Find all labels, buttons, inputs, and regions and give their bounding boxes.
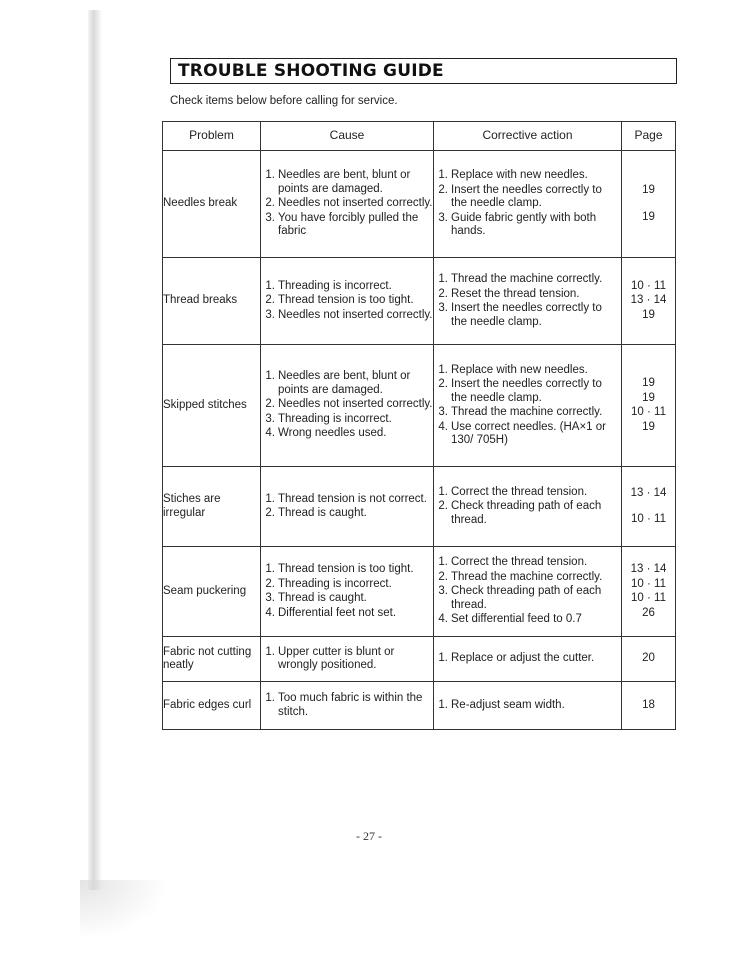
cause-cell [261, 345, 434, 467]
problem-cell: Stiches are irregular [163, 467, 261, 547]
item-text: Needles not inserted correctly. [278, 308, 433, 321]
item-number: 2. [265, 197, 275, 210]
action-item [434, 556, 621, 570]
header-action: Corrective action [434, 122, 622, 151]
page-cell [622, 682, 676, 730]
header-cause: Cause [261, 122, 434, 151]
action-item [434, 169, 621, 183]
item-text: You have forcibly pulled the fabric [278, 211, 419, 238]
item-number: 2. [438, 287, 448, 300]
page-ref: 13 · 14 [630, 294, 667, 307]
action-item [434, 288, 621, 302]
page-ref: 26 [642, 606, 655, 619]
cause-cell [261, 637, 434, 682]
problem-cell: Skipped stitches [163, 345, 261, 467]
item-text: Replace or adjust the cutter. [451, 652, 595, 665]
item-text: Check threading path of each thread. [451, 500, 602, 526]
item-number: 1. [438, 556, 448, 569]
action-item [434, 273, 621, 287]
item-text: Needles not inserted correctly. [278, 197, 433, 210]
item-text: Thread tension is not correct. [278, 492, 427, 505]
item-number: 3. [265, 308, 275, 321]
table-row [163, 682, 676, 730]
item-text: Correct the thread tension. [451, 485, 588, 498]
table-row [163, 467, 676, 547]
cause-cell [261, 467, 434, 547]
item-text: Threading is incorrect. [278, 577, 392, 590]
action-item [434, 500, 621, 527]
item-text: Thread tension is too tight. [278, 563, 414, 575]
cause-item [261, 692, 433, 719]
page-title: TROUBLE SHOOTING GUIDE [178, 61, 444, 81]
item-text: Correct the thread tension. [451, 556, 588, 569]
item-number: 2. [438, 570, 448, 583]
item-number: 4. [438, 420, 448, 433]
page-ref: 19 [642, 377, 655, 389]
page-ref: 18 [642, 698, 655, 711]
cause-item [261, 646, 433, 673]
item-number: 2. [265, 507, 275, 519]
item-number: 3. [438, 585, 448, 598]
cause-item [261, 169, 433, 196]
action-item [434, 364, 621, 378]
page-subtitle: Check items below before calling for service. [170, 95, 398, 107]
page-cell [622, 258, 676, 345]
page-cell [622, 467, 676, 547]
problem-cell: Thread breaks [163, 258, 261, 345]
cause-item [261, 197, 433, 211]
page-cell [622, 151, 676, 258]
item-text: Thread is caught. [278, 507, 367, 519]
page-ref: 10 · 11 [631, 592, 666, 604]
item-text: Insert the needles correctly to the needle clamp. [451, 378, 602, 404]
item-number: 1. [438, 273, 448, 285]
item-number: 3. [438, 302, 448, 314]
page-ref: 10 · 11 [631, 406, 666, 418]
item-text: Thread the machine correctly. [451, 570, 603, 583]
page-cell [622, 637, 676, 682]
item-number: 2. [438, 378, 448, 390]
action-cell [434, 467, 622, 547]
cause-item [261, 578, 433, 592]
item-number: 1. [265, 492, 275, 505]
item-number: 4. [265, 427, 275, 440]
troubleshooting-table [162, 121, 676, 730]
item-text: Thread the machine correctly. [451, 273, 603, 285]
header-page: Page [622, 122, 676, 151]
page-ref: 20 [642, 652, 655, 665]
item-number: 3. [265, 592, 275, 604]
item-number: 1. [265, 169, 275, 182]
action-item [434, 378, 621, 405]
cause-item [261, 280, 433, 294]
cause-item [261, 294, 433, 308]
title-box [170, 58, 677, 84]
cause-item [261, 413, 433, 427]
item-text: Replace with new needles. [451, 169, 588, 182]
page-ref: 19 [642, 308, 655, 321]
action-item [434, 585, 621, 612]
scan-corner-shadow [80, 880, 170, 940]
action-item [434, 486, 621, 500]
item-text: Differential feet not set. [278, 606, 397, 619]
cause-cell [261, 151, 434, 258]
item-text: Insert the needles correctly to the needle clamp. [451, 302, 602, 328]
action-item [434, 613, 621, 627]
action-cell [434, 547, 622, 637]
action-item [434, 571, 621, 585]
page-ref: 19 [642, 210, 655, 223]
item-text: Guide fabric gently with both hands. [451, 211, 597, 238]
table-row [163, 547, 676, 637]
table-header-row [163, 122, 676, 151]
item-number: 2. [265, 398, 275, 411]
cause-item [261, 398, 433, 412]
item-text: Reset the thread tension. [451, 287, 580, 300]
problem-cell: Fabric edges curl [163, 682, 261, 730]
cause-item [261, 607, 433, 621]
item-text: Thread the machine correctly. [451, 406, 603, 418]
table-row [163, 637, 676, 682]
header-problem: Problem [163, 122, 261, 151]
cause-item [261, 427, 433, 441]
item-number: 1. [438, 698, 448, 711]
item-text: Wrong needles used. [278, 427, 387, 440]
action-cell [434, 151, 622, 258]
page-ref: 10 · 11 [631, 279, 666, 292]
item-number: 3. [265, 211, 275, 224]
cause-cell [261, 258, 434, 345]
item-number: 3. [438, 211, 448, 224]
cause-cell [261, 682, 434, 730]
page-ref: 19 [642, 420, 655, 433]
page-ref: 13 · 14 [630, 486, 667, 499]
problem-cell: Needles break [163, 151, 261, 258]
item-text: Needles are bent, blunt or points are damaged. [278, 370, 411, 396]
cause-item [261, 592, 433, 606]
item-number: 3. [438, 406, 448, 418]
action-cell [434, 637, 622, 682]
action-cell [434, 682, 622, 730]
item-number: 1. [438, 363, 448, 376]
item-number: 1. [438, 169, 448, 182]
item-text: Insert the needles correctly to the needle clamp. [451, 183, 602, 210]
item-text: Needles not inserted correctly. [278, 398, 433, 411]
cause-item [261, 493, 433, 507]
item-number: 4. [265, 606, 275, 619]
item-number: 1. [265, 692, 275, 704]
action-item [434, 184, 621, 211]
table-body [163, 151, 676, 730]
cause-item [261, 212, 433, 239]
problem-cell: Fabric not cutting neatly [163, 637, 261, 682]
item-number: 1. [438, 485, 448, 498]
item-text: Check threading path of each thread. [451, 585, 602, 611]
action-item [434, 652, 621, 666]
action-item [434, 699, 621, 713]
page-ref: 10 · 11 [631, 513, 666, 525]
cause-item [261, 563, 433, 577]
cause-cell [261, 547, 434, 637]
item-number: 1. [438, 652, 448, 665]
action-item [434, 302, 621, 329]
page-cell [622, 345, 676, 467]
cause-item [261, 507, 433, 521]
cause-item [261, 370, 433, 397]
item-number: 1. [265, 645, 275, 658]
item-number: 1. [265, 563, 275, 575]
item-text: Needles are bent, blunt or points are damaged. [278, 169, 411, 195]
item-text: Upper cutter is blunt or wrongly positioned. [278, 645, 395, 671]
page-ref: 13 · 14 [630, 563, 667, 575]
item-number: 2. [265, 294, 275, 307]
cause-item [261, 309, 433, 323]
item-text: Threading is incorrect. [278, 279, 392, 292]
action-item [434, 421, 621, 448]
item-number: 3. [265, 412, 275, 425]
problem-cell: Seam puckering [163, 547, 261, 637]
page-ref: 10 · 11 [631, 577, 666, 590]
item-number: 4. [438, 613, 448, 626]
item-text: Thread is caught. [278, 592, 367, 604]
item-text: Set differential feed to 0.7 [451, 613, 582, 626]
action-cell [434, 258, 622, 345]
page-ref: 19 [642, 391, 655, 404]
item-text: Re-adjust seam width. [451, 698, 565, 711]
item-number: 2. [438, 183, 448, 196]
action-item [434, 406, 621, 420]
item-text: Threading is incorrect. [278, 412, 392, 425]
item-text: Replace with new needles. [451, 363, 588, 376]
item-text: Use correct needles. (HA×1 or 130/ 705H) [451, 420, 606, 446]
page-cell [622, 547, 676, 637]
item-text: Too much fabric is within the stitch. [278, 692, 423, 718]
page-number: - 27 - [356, 829, 382, 843]
scan-edge-shadow [88, 10, 102, 890]
page-ref: 19 [642, 184, 655, 196]
action-item [434, 212, 621, 239]
item-number: 2. [265, 577, 275, 590]
item-number: 1. [265, 370, 275, 383]
item-number: 2. [438, 500, 448, 513]
item-text: Thread tension is too tight. [278, 294, 414, 307]
item-number: 1. [265, 279, 275, 292]
action-cell [434, 345, 622, 467]
table-row [163, 345, 676, 467]
table-row [163, 151, 676, 258]
table-row [163, 258, 676, 345]
